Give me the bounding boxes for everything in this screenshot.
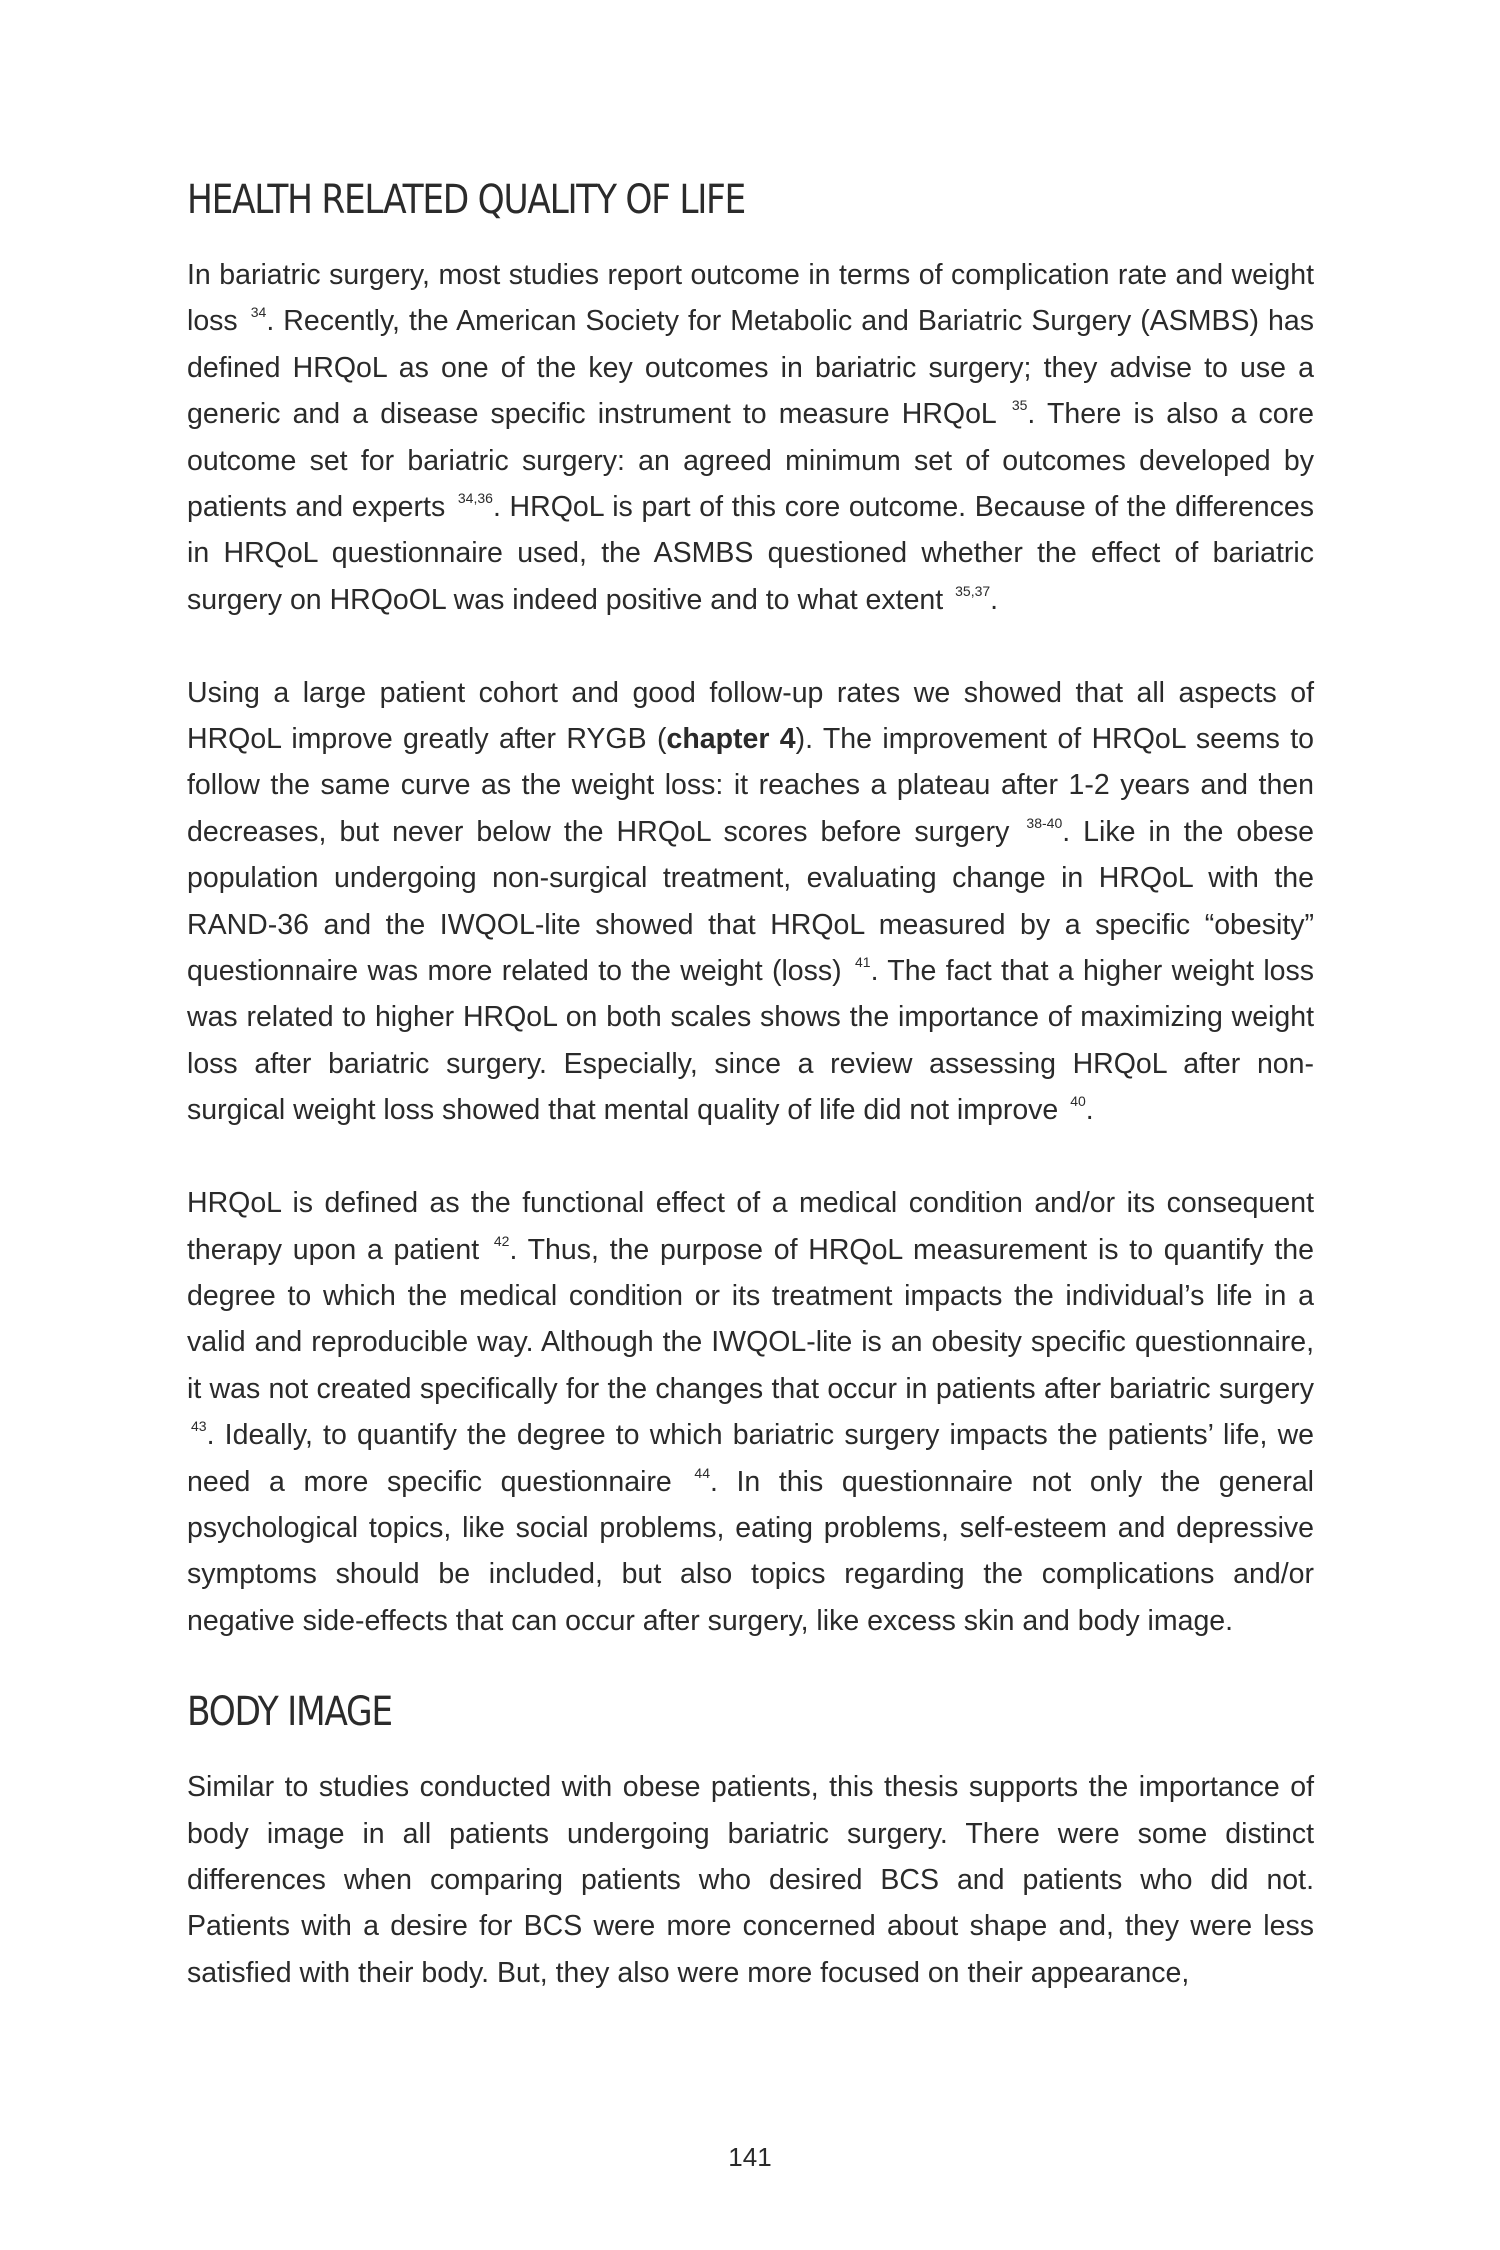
- section-heading-body-image: BODY IMAGE: [187, 1689, 392, 1736]
- text-segment: . The fact that a higher weight loss was related to higher HRQoL on both scales shows the importance of maximizing weight loss after bariatric surgery. Especially, since a review assessing HRQoL after non-surgical weight loss showed that mental quality of life did not improve: [187, 955, 1315, 1127]
- text-segment: .: [990, 583, 999, 616]
- paragraph-2: [187, 670, 1314, 1134]
- reference-superscript: 35,37: [955, 582, 991, 599]
- reference-superscript: 43: [191, 1418, 207, 1435]
- paragraph-1: [187, 252, 1314, 623]
- text-segment: ). The improvement of HRQoL seems to follow the same curve as the weight loss: it reaches a plateau after 1-2 years and then decreases, but never below the HRQoL scores before surgery: [187, 723, 1314, 848]
- text-segment: In bariatric surgery, most studies report outcome in terms of complication rate and weight loss: [187, 259, 1314, 338]
- reference-superscript: 42: [493, 1232, 510, 1249]
- reference-superscript: 38-40: [1026, 814, 1063, 831]
- text-segment: Similar to studies conducted with obese patients, this thesis supports the importance of body image in all patients undergoing bariatric surgery. There were some distinct differences when comparing patients who desired BCS and patients who did not. Patients with a desire for BCS were more concerned about shape and, they were less satisfied with their body. But, they also were more focused on their appearance,: [187, 1771, 1314, 1989]
- reference-superscript: 34,36: [457, 490, 493, 507]
- text-segment: . Thus, the purpose of HRQoL measurement is to quantify the degree to which the medical condition or its treatment impacts the individual’s life in a valid and reproducible way. Although the IWQOL-lite is an obesity specific questionnaire, it was not created specifically for the changes that occur in patients after bariatric surgery: [187, 1233, 1314, 1405]
- reference-superscript: 41: [854, 954, 871, 971]
- reference-superscript: 35: [1011, 397, 1028, 414]
- page-number: 141: [728, 2142, 772, 2172]
- section-heading-hrqol: HEALTH RELATED QUALITY OF LIFE: [187, 177, 745, 223]
- paragraph-3: [187, 1180, 1314, 1644]
- text-segment: HRQoL is defined as the functional effect of a medical condition and/or its consequent therapy upon a patient: [187, 1187, 1314, 1266]
- text-segment: . Recently, the American Society for Metabolic and Bariatric Surgery (ASMBS) has defined HRQoL as one of the key outcomes in bariatric surgery; they advise to use a generic and a disease specific instrument to measure HRQoL: [187, 305, 1314, 431]
- chapter-reference: chapter 4: [666, 723, 796, 756]
- text-segment: . Like in the obese population undergoing non-surgical treatment, evaluating change in HRQoL with the RAND-36 and the IWQOL-lite showed that HRQoL measured by a specific “obesity” questionnaire was more related to the weight (loss): [187, 815, 1314, 988]
- text-segment: . In this questionnaire not only the general psychological topics, like social problems, eating problems, self-esteem and depressive symptoms should be included, but also topics regarding the complications and/or negative side-effects that can occur after surgery, like excess skin and body image.: [187, 1465, 1315, 1637]
- text-segment: . Ideally, to quantify the degree to which bariatric surgery impacts the patients’ life, we need a more specific questionnaire: [187, 1419, 1314, 1498]
- reference-superscript: 40: [1070, 1093, 1086, 1110]
- text-segment: . HRQoL is part of this core outcome. Because of the differences in HRQoL questionnaire used, the ASMBS questioned whether the effect of bariatric surgery on HRQoOL was indeed positive and to what extent: [187, 491, 1315, 616]
- text-segment: Using a large patient cohort and good follow-up rates we showed that all aspects of HRQoL improve greatly after RYGB (: [187, 676, 1314, 756]
- reference-superscript: 34: [250, 304, 267, 321]
- reference-superscript: 44: [694, 1464, 710, 1481]
- text-segment: . There is also a core outcome set for bariatric surgery: an agreed minimum set of outcomes developed by patients and experts: [187, 398, 1314, 524]
- paragraph-4: [187, 1764, 1314, 1996]
- text-segment: .: [1085, 1094, 1094, 1127]
- page-content: [187, 170, 1314, 1996]
